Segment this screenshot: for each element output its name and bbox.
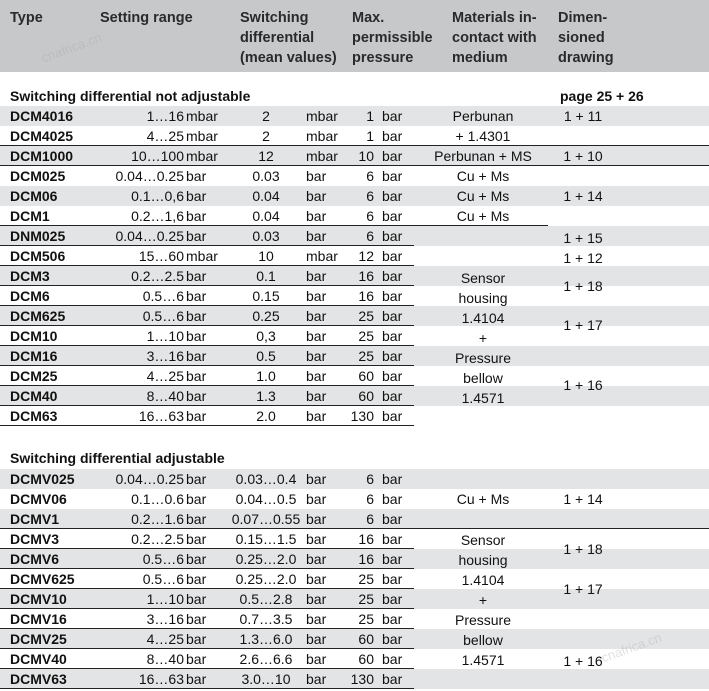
row-divider: [0, 548, 414, 549]
cell-range-unit: bar: [186, 348, 207, 364]
cell-type: DCMV63: [10, 671, 67, 687]
cell-max-pressure: 16: [358, 288, 374, 304]
material-line: +: [478, 592, 488, 608]
material-line: +: [478, 330, 488, 346]
cell-type: DCM63: [10, 408, 58, 424]
cell-switching-differential: 3.0…10: [241, 671, 291, 687]
cell-diff-unit: bar: [306, 328, 327, 344]
cell-max-pressure: 25: [358, 591, 374, 607]
cell-switching-differential: 1.3…6.0: [239, 631, 293, 647]
cell-range-unit: bar: [186, 328, 207, 344]
cell-max-pressure: 60: [358, 651, 374, 667]
cell-pressure-unit: bar: [382, 148, 403, 164]
cell-switching-differential: 2: [262, 128, 270, 144]
cell-drawing: 1 + 14: [563, 491, 603, 507]
cell-range-unit: bar: [186, 471, 207, 487]
table-row: [0, 346, 709, 366]
cell-max-pressure: 60: [358, 631, 374, 647]
cell-pressure-unit: bar: [382, 168, 403, 184]
cell-range-unit: bar: [186, 308, 207, 324]
cell-setting-range: 0.2…1.6: [131, 511, 184, 527]
row-divider: [0, 225, 548, 226]
table-row: [0, 609, 709, 629]
cell-switching-differential: 2.6…6.6: [239, 651, 293, 667]
cell-pressure-unit: bar: [382, 471, 403, 487]
cell-diff-unit: bar: [306, 228, 327, 244]
cell-setting-range: 10…100: [131, 148, 184, 164]
cell-diff-unit: bar: [306, 348, 327, 364]
cell-range-unit: bar: [186, 208, 207, 224]
cell-diff-unit: bar: [306, 571, 327, 587]
cell-type: DCM25: [10, 368, 58, 384]
cell-range-unit: bar: [186, 531, 207, 547]
cell-range-unit: bar: [186, 571, 207, 587]
cell-switching-differential: 0.07…0.55: [231, 511, 301, 527]
table-row: [0, 509, 709, 529]
cell-type: DCM16: [10, 348, 58, 364]
cell-material: Perbunan + MS: [434, 148, 532, 164]
cell-range-unit: bar: [186, 368, 207, 384]
header-switching-differential: Switching differential (mean values): [240, 10, 337, 66]
cell-max-pressure: 6: [366, 208, 374, 224]
cell-setting-range: 16…63: [138, 671, 184, 687]
cell-max-pressure: 60: [358, 388, 374, 404]
cell-type: DCMV6: [10, 551, 60, 567]
cell-setting-range: 0.5…6: [142, 571, 184, 587]
cell-range-unit: bar: [186, 268, 207, 284]
watermark: cnafrica.cn: [599, 629, 664, 666]
cell-setting-range: 15…60: [138, 248, 184, 264]
cell-max-pressure: 25: [358, 571, 374, 587]
cell-type: DCMV3: [10, 531, 60, 547]
cell-diff-unit: bar: [306, 388, 327, 404]
cell-pressure-unit: bar: [382, 208, 403, 224]
cell-pressure-unit: bar: [382, 408, 403, 424]
page-reference: page 25 + 26: [560, 88, 644, 104]
row-divider: [0, 245, 414, 246]
cell-switching-differential: 0.03: [252, 228, 280, 244]
cell-range-unit: bar: [186, 651, 207, 667]
material-line: Sensor: [460, 270, 506, 286]
cell-max-pressure: 130: [350, 408, 374, 424]
drawing-ref: 1 + 18: [563, 541, 603, 557]
drawing-ref: 1 + 16: [563, 377, 603, 393]
cell-setting-range: 0.04…0.25: [115, 471, 184, 487]
cell-drawing: 1 + 14: [563, 188, 603, 204]
row-divider: [0, 165, 709, 166]
cell-diff-unit: bar: [306, 631, 327, 647]
table-row: [0, 669, 709, 689]
cell-pressure-unit: bar: [382, 491, 403, 507]
header-materials: Materials in- contact with medium: [452, 10, 537, 66]
cell-pressure-unit: bar: [382, 551, 403, 567]
cell-setting-range: 0.2…2.5: [131, 268, 184, 284]
cell-setting-range: 3…16: [146, 348, 184, 364]
row-divider: [0, 265, 414, 266]
cell-diff-unit: bar: [306, 408, 327, 424]
cell-type: DCM06: [10, 188, 58, 204]
cell-type: DCMV16: [10, 611, 67, 627]
drawing-ref: 1 + 16: [563, 653, 603, 669]
cell-max-pressure: 10: [358, 148, 374, 164]
row-divider: [0, 425, 414, 426]
cell-pressure-unit: bar: [382, 368, 403, 384]
table-row: [0, 489, 709, 509]
cell-switching-differential: 2: [262, 108, 270, 124]
cell-diff-unit: bar: [306, 531, 327, 547]
cell-switching-differential: 0.5: [256, 348, 276, 364]
cell-type: DCM10: [10, 328, 58, 344]
cell-range-unit: bar: [186, 631, 207, 647]
cell-setting-range: 0.1…0,6: [131, 188, 184, 204]
cell-setting-range: 16…63: [138, 408, 184, 424]
row-divider: [0, 608, 414, 609]
cell-diff-unit: bar: [306, 471, 327, 487]
cell-diff-unit: bar: [306, 188, 327, 204]
cell-max-pressure: 6: [366, 228, 374, 244]
cell-pressure-unit: bar: [382, 248, 403, 264]
cell-switching-differential: 1.3: [256, 388, 276, 404]
cell-setting-range: 0.2…1,6: [131, 208, 184, 224]
cell-range-unit: bar: [186, 228, 207, 244]
cell-setting-range: 4…25: [146, 631, 184, 647]
cell-setting-range: 3…16: [146, 611, 184, 627]
row-divider: [0, 668, 414, 669]
cell-material: Cu + Ms: [456, 168, 510, 184]
material-line: housing: [458, 552, 508, 568]
cell-diff-unit: bar: [306, 551, 327, 567]
cell-setting-range: 4…25: [146, 368, 184, 384]
cell-max-pressure: 1: [366, 108, 374, 124]
cell-max-pressure: 130: [350, 671, 374, 687]
cell-type: DCMV40: [10, 651, 67, 667]
cell-switching-differential: 1.0: [256, 368, 276, 384]
cell-diff-unit: bar: [306, 208, 327, 224]
row-divider: [0, 528, 709, 529]
cell-diff-unit: bar: [306, 368, 327, 384]
materials-block-sensor-housing-adjustable: [418, 530, 548, 670]
cell-max-pressure: 25: [358, 348, 374, 364]
cell-type: DCM4016: [10, 108, 74, 124]
cell-pressure-unit: bar: [382, 228, 403, 244]
cell-type: DCMV1: [10, 511, 60, 527]
row-divider: [0, 688, 414, 689]
cell-range-unit: bar: [186, 288, 207, 304]
material-line: bellow: [463, 632, 503, 648]
cell-switching-differential: 0,3: [256, 328, 276, 344]
cell-setting-range: 0.04…0.25: [115, 168, 184, 184]
material-line: Pressure: [454, 612, 512, 628]
row-divider: [0, 405, 414, 406]
table-row: [0, 469, 709, 489]
cell-type: DCM1000: [10, 148, 74, 164]
cell-pressure-unit: bar: [382, 288, 403, 304]
cell-max-pressure: 12: [358, 248, 374, 264]
cell-drawing: 1 + 10: [563, 148, 603, 164]
cell-drawing: 1 + 11: [563, 108, 603, 124]
cell-switching-differential: 0.04: [252, 208, 280, 224]
cell-switching-differential: 0.15: [252, 288, 280, 304]
cell-setting-range: 0.04…0.25: [115, 228, 184, 244]
cell-diff-unit: bar: [306, 288, 327, 304]
cell-setting-range: 1…10: [146, 591, 184, 607]
cell-switching-differential: 0.04…0.5: [235, 491, 297, 507]
row-divider: [0, 345, 414, 346]
cell-diff-unit: mbar: [306, 148, 338, 164]
cell-range-unit: bar: [186, 551, 207, 567]
cell-type: DCM625: [10, 308, 66, 324]
cell-setting-range: 0.5…6: [142, 308, 184, 324]
drawing-ref: 1 + 12: [563, 250, 603, 266]
cell-switching-differential: 0.5…2.8: [239, 591, 293, 607]
cell-diff-unit: bar: [306, 591, 327, 607]
material-line: 1.4571: [461, 390, 505, 406]
header-drawing: Dimen- sioned drawing: [558, 10, 614, 66]
cell-diff-unit: bar: [306, 168, 327, 184]
row-divider: [0, 325, 414, 326]
cell-setting-range: 1…10: [146, 328, 184, 344]
cell-max-pressure: 6: [366, 168, 374, 184]
cell-pressure-unit: bar: [382, 328, 403, 344]
cell-pressure-unit: bar: [382, 108, 403, 124]
cell-range-unit: mbar: [186, 148, 218, 164]
materials-block-sensor-housing: [418, 268, 548, 408]
material-line: 1.4104: [461, 310, 505, 326]
cell-range-unit: bar: [186, 408, 207, 424]
cell-type: DCMV025: [10, 471, 75, 487]
cell-max-pressure: 60: [358, 368, 374, 384]
row-divider: [0, 385, 414, 386]
row-divider: [0, 648, 414, 649]
cell-max-pressure: 25: [358, 611, 374, 627]
cell-pressure-unit: bar: [382, 268, 403, 284]
cell-range-unit: bar: [186, 491, 207, 507]
row-divider: [0, 365, 414, 366]
cell-max-pressure: 16: [358, 268, 374, 284]
cell-setting-range: 1…16: [146, 108, 184, 124]
cell-setting-range: 8…40: [146, 388, 184, 404]
row-divider: [0, 285, 414, 286]
cell-setting-range: 0.5…6: [142, 551, 184, 567]
cell-range-unit: bar: [186, 611, 207, 627]
header-type: Type: [10, 10, 43, 26]
cell-setting-range: 4…25: [146, 128, 184, 144]
cell-switching-differential: 2.0: [256, 408, 276, 424]
row-divider: [0, 568, 414, 569]
cell-switching-differential: 0.25…2.0: [235, 571, 297, 587]
cell-pressure-unit: bar: [382, 631, 403, 647]
cell-type: DCM3: [10, 268, 50, 284]
cell-type: DCM40: [10, 388, 58, 404]
cell-type: DCMV625: [10, 571, 75, 587]
cell-diff-unit: mbar: [306, 128, 338, 144]
table-row: [0, 166, 709, 186]
cell-type: DCMV25: [10, 631, 67, 647]
table-row: [0, 206, 709, 226]
cell-switching-differential: 0.03: [252, 168, 280, 184]
drawing-ref: 1 + 17: [563, 317, 603, 333]
cell-material: Perbunan: [452, 108, 514, 124]
cell-range-unit: bar: [186, 671, 207, 687]
cell-type: DCM4025: [10, 128, 74, 144]
cell-switching-differential: 0.03…0.4: [235, 471, 297, 487]
cell-diff-unit: bar: [306, 611, 327, 627]
row-divider: [0, 628, 414, 629]
cell-diff-unit: bar: [306, 491, 327, 507]
cell-diff-unit: mbar: [306, 248, 338, 264]
cell-switching-differential: 0.25: [252, 308, 280, 324]
cell-pressure-unit: bar: [382, 128, 403, 144]
section-title-adjustable: Switching differential adjustable: [10, 450, 225, 466]
material-line: Pressure: [454, 350, 512, 366]
cell-range-unit: bar: [186, 511, 207, 527]
drawing-ref: 1 + 17: [563, 581, 603, 597]
cell-pressure-unit: bar: [382, 671, 403, 687]
cell-range-unit: mbar: [186, 248, 218, 264]
cell-switching-differential: 0.15…1.5: [235, 531, 297, 547]
cell-switching-differential: 0.1: [256, 268, 276, 284]
watermark: cnafrica.cn: [39, 29, 104, 66]
cell-range-unit: mbar: [186, 108, 218, 124]
table-row: [0, 406, 709, 426]
cell-range-unit: bar: [186, 188, 207, 204]
cell-setting-range: 0.5…6: [142, 288, 184, 304]
cell-pressure-unit: bar: [382, 348, 403, 364]
material-line: Sensor: [460, 532, 506, 548]
section-title-not-adjustable: Switching differential not adjustable: [10, 88, 251, 104]
cell-diff-unit: mbar: [306, 108, 338, 124]
cell-pressure-unit: bar: [382, 651, 403, 667]
cell-setting-range: 8…40: [146, 651, 184, 667]
table-row: [0, 126, 709, 146]
drawing-ref: 1 + 15: [563, 230, 603, 246]
cell-max-pressure: 16: [358, 551, 374, 567]
cell-diff-unit: bar: [306, 268, 327, 284]
table-row: [0, 146, 709, 166]
cell-range-unit: bar: [186, 168, 207, 184]
cell-switching-differential: 0.25…2.0: [235, 551, 297, 567]
cell-pressure-unit: bar: [382, 531, 403, 547]
cell-switching-differential: 12: [258, 148, 274, 164]
cell-range-unit: bar: [186, 591, 207, 607]
cell-switching-differential: 0.7…3.5: [239, 611, 293, 627]
row-divider: [0, 305, 414, 306]
cell-range-unit: bar: [186, 388, 207, 404]
cell-setting-range: 0.1…0.6: [131, 491, 184, 507]
table-row: [0, 629, 709, 649]
cell-diff-unit: bar: [306, 308, 327, 324]
cell-type: DCMV10: [10, 591, 67, 607]
cell-pressure-unit: bar: [382, 188, 403, 204]
material-line: housing: [458, 290, 508, 306]
cell-type: DCM6: [10, 288, 50, 304]
cell-switching-differential: 10: [258, 248, 274, 264]
cell-max-pressure: 25: [358, 308, 374, 324]
drawing-ref: 1 + 18: [563, 278, 603, 294]
material-line: bellow: [463, 370, 503, 386]
cell-material: Cu + Ms: [456, 491, 510, 507]
cell-max-pressure: 25: [358, 328, 374, 344]
cell-max-pressure: 6: [366, 188, 374, 204]
material-line: 1.4571: [461, 652, 505, 668]
material-line: 1.4104: [461, 572, 505, 588]
cell-type: DCM1: [10, 208, 50, 224]
row-divider: [0, 588, 414, 589]
cell-setting-range: 0.2…2.5: [131, 531, 184, 547]
cell-type: DCM025: [10, 168, 66, 184]
cell-pressure-unit: bar: [382, 308, 403, 324]
cell-max-pressure: 6: [366, 471, 374, 487]
table-row: [0, 106, 709, 126]
cell-material: + 1.4301: [455, 128, 511, 144]
cell-diff-unit: bar: [306, 671, 327, 687]
table-header: [0, 0, 709, 72]
cell-pressure-unit: bar: [382, 388, 403, 404]
cell-pressure-unit: bar: [382, 511, 403, 527]
cell-pressure-unit: bar: [382, 591, 403, 607]
cell-type: DNM025: [10, 228, 66, 244]
cell-range-unit: mbar: [186, 128, 218, 144]
cell-type: DCM506: [10, 248, 66, 264]
cell-material: Cu + Ms: [456, 208, 510, 224]
cell-pressure-unit: bar: [382, 611, 403, 627]
cell-max-pressure: 16: [358, 531, 374, 547]
cell-diff-unit: bar: [306, 651, 327, 667]
cell-max-pressure: 6: [366, 511, 374, 527]
cell-switching-differential: 0.04: [252, 188, 280, 204]
table-row: [0, 186, 709, 206]
cell-max-pressure: 6: [366, 491, 374, 507]
cell-max-pressure: 1: [366, 128, 374, 144]
cell-pressure-unit: bar: [382, 571, 403, 587]
header-max-pressure: Max. permissible pressure: [352, 10, 433, 66]
cell-material: Cu + Ms: [456, 188, 510, 204]
cell-type: DCMV06: [10, 491, 67, 507]
header-setting-range: Setting range: [100, 10, 193, 26]
cell-diff-unit: bar: [306, 511, 327, 527]
row-divider: [0, 145, 709, 146]
